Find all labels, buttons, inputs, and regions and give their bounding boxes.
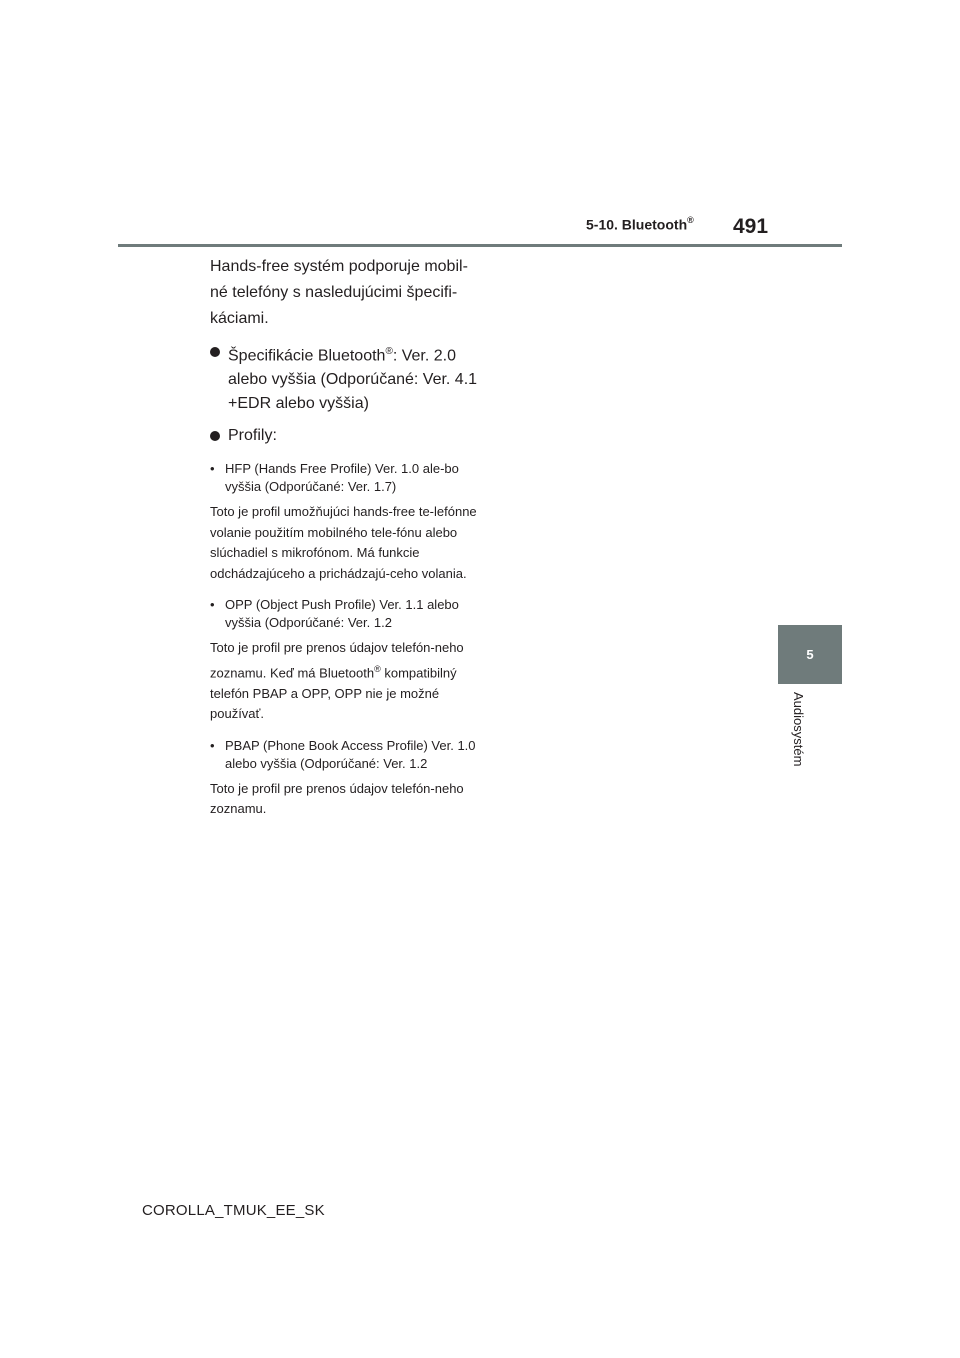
bullet-text: Profily: <box>228 427 277 445</box>
main-content <box>210 254 480 820</box>
hfp-description: Toto je profil umožňujúci hands-free te-lefónne volanie použitím mobilného tele-fónu alebo slúchadiel s mikrofónom. Má funkcie odchádzajúceho a prichádzajú-ceho volania. <box>210 504 477 581</box>
opp-desc-a: Toto je profil pre prenos údajov telefón-neho zoznamu. Keď má Bluetooth <box>210 640 464 681</box>
list-marker: • <box>210 737 215 753</box>
registered-mark: ® <box>374 663 381 674</box>
pbap-title: PBAP (Phone Book Access Profile) Ver. 1.0 alebo vyššia (Odporúčané: Ver. 1.2 <box>225 737 476 771</box>
chapter-number: 5 <box>806 647 814 662</box>
opp-title: OPP (Object Push Profile) Ver. 1.1 alebo vyššia (Odporúčané: Ver. 1.2 <box>225 597 459 631</box>
intro-paragraph: Hands-free systém podporuje mobil-né telefóny s nasledujúcimi špecifi-káciami. <box>210 258 468 327</box>
registered-mark: ® <box>687 215 694 225</box>
pbap-description: Toto je profil pre prenos údajov telefón-neho zoznamu. <box>210 780 464 817</box>
list-marker: • <box>210 597 215 613</box>
bullet-bluetooth-spec <box>210 340 480 416</box>
opp-description <box>210 638 480 724</box>
page-number: 491 <box>733 215 769 238</box>
bullet-dot-icon <box>210 431 220 441</box>
pbap-item <box>210 737 480 773</box>
bullet-profiles <box>210 424 480 448</box>
hfp-title: HFP (Hands Free Profile) Ver. 1.0 ale-bo vyššia (Odporúčané: Ver. 1.7) <box>225 461 459 495</box>
opp-desc-b: kompatibilný telefón PBAP a OPP, OPP nie je možné používať. <box>210 665 457 722</box>
footer-code: COROLLA_TMUK_EE_SK <box>142 1202 325 1219</box>
opp-item <box>210 596 480 632</box>
section-title-text: 5-10. Bluetooth <box>586 216 688 233</box>
header-divider <box>118 244 842 247</box>
bullet-text-b: : Ver. 2.0 alebo vyššia (Odporúčané: Ver. 4.1 +EDR alebo vyššia) <box>228 347 478 413</box>
bullet-dot-icon <box>210 347 220 357</box>
list-marker: • <box>210 461 215 477</box>
bullet-text-a: Špecifikácie Bluetooth <box>228 347 386 365</box>
registered-mark: ® <box>385 346 393 357</box>
section-title <box>586 216 694 233</box>
chapter-tab <box>778 625 842 684</box>
chapter-label: Audiosystém <box>791 692 806 767</box>
hfp-item <box>210 460 480 496</box>
